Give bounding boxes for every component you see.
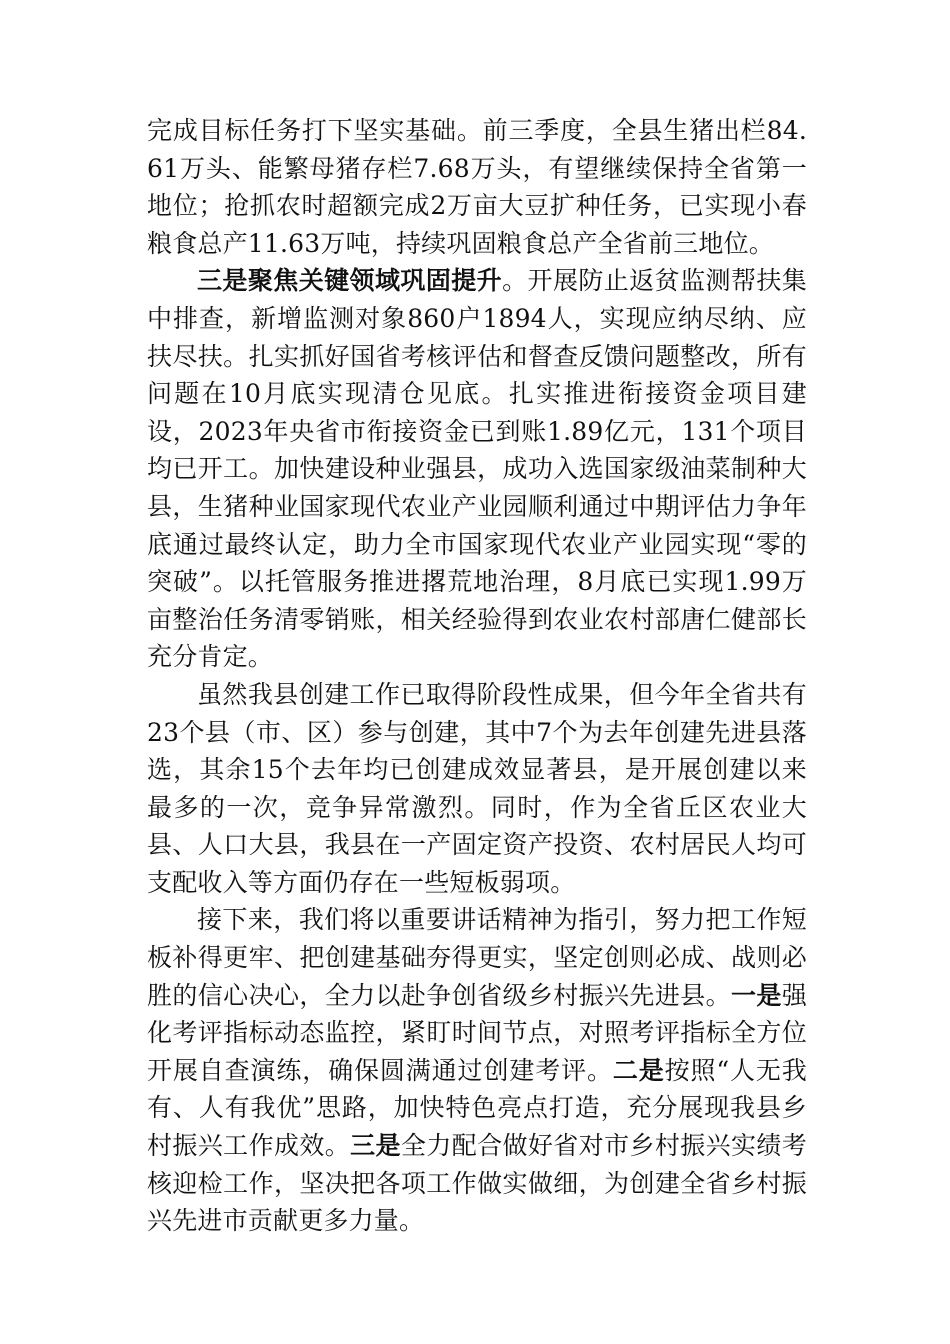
- paragraph-2: [147, 262, 807, 676]
- paragraph-4-intro: 接下来，我们将以重要讲话精神为指引，努力把工作短板补得更牢、把创建基础夯得更实，坚定创则必成、战则必胜的信心决心，全力以赴争创省级乡村振兴先进县。: [147, 905, 807, 1010]
- paragraph-2-text: 。开展防止返贫监测帮扶集中排查，新增监测对象860户1894人，实现应纳尽纳、应扶尽扶。扎实抓好国省考核评估和督查反馈问题整改，所有问题在10月底实现清仓见底。扎实推进衔接资金项目建设，2023年央省市衔接资金已到账1.89亿元，131个项目均已开工。加快建设种业强县，成功入选国家级油菜制种大县，生猪种业国家现代农业产业园顺利通过中期评估力争年底通过最终认定，助力全市国家现代农业产业园实现“零的突破”。以托管服务推进撂荒地治理，8月底已实现1.99万亩整治任务清零销账，相关经验得到农业农村部唐仁健部长充分肯定。: [147, 266, 807, 672]
- point-3-text: 全力配合做好省对市乡村振兴实绩考核迎检工作，坚决把各项工作做实做细，为创建全省乡村振兴先进市贡献更多力量。: [147, 1131, 808, 1236]
- point-2-text: 按照“人无我有、人有我优”思路，加快特色亮点打造，充分展现我县乡村振兴工作成效。: [147, 1055, 807, 1161]
- paragraph-3-text: 虽然我县创建工作已取得阶段性成果，但今年全省共有23个县（市、区）参与创建，其中7个为去年创建先进县落选，其余15个去年均已创建成效显著县，是开展创建以来最多的一次，竞争异常激烈。同时，作为全省丘区农业大县、人口大县，我县在一产固定资产投资、农村居民人均可支配收入等方面仍存在一些短板弱项。: [147, 679, 807, 897]
- point-1-text: 强化考评指标动态监控，紧盯时间节点，对照考评指标全方位开展自查演练，确保圆满通过创建考评。: [147, 980, 808, 1085]
- point-2-label: 二是: [612, 1055, 665, 1085]
- document-body: [147, 112, 807, 1240]
- paragraph-2-heading: 三是聚焦关键领域巩固提升: [197, 266, 503, 296]
- point-1-label: 一是: [731, 980, 782, 1010]
- point-3-label: 三是: [350, 1131, 401, 1161]
- paragraph-1-text: 完成目标任务打下坚实基础。前三季度，全县生猪出栏84.61万头、能繁母猪存栏7.68万头，有望继续保持全省第一地位；抢抓农时超额完成2万亩大豆扩种任务，已实现小春粮食总产11.63万吨，持续巩固粮食总产全省前三地位。: [147, 116, 807, 258]
- paragraph-1: [147, 112, 807, 262]
- paragraph-4: [147, 901, 807, 1239]
- paragraph-3: [147, 676, 807, 902]
